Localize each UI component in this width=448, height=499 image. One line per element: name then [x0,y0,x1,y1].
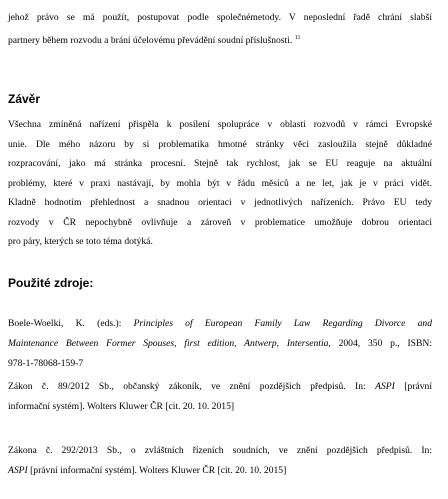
source-details: , 2004, 350 p., ISBN: [328,338,433,349]
sources-heading: Použité zdroje: [8,276,94,290]
intro-line-2 [8,28,432,51]
source-database: ASPI [375,381,395,392]
conclusion-line: pro páry, kterých se toto téma dotýká. [8,236,153,247]
conclusion-line: Kladně hodnotím přehlednost a snadnou orientaci v jednotlivých nařízeních. Právo EU tedy [8,197,432,208]
intro-line-1: jehož právo se má použít, postupovat podle společnémetody. V neposlední řadě chrání slabší [8,12,432,23]
conclusion-heading: Závěr [8,92,41,106]
source-line [8,334,432,354]
conclusion-paragraph [8,115,432,252]
source-text-tail: [právní [394,381,432,392]
conclusion-line: rozvody v ČR nepochybně ovlivňuje a zároveň v problematice umožňuje dobrou orientaci [8,216,432,228]
source-author: Boele-Woelki, K. (eds.): [8,318,134,329]
conclusion-line: Všechna zmíněná nařízení přispěla k posílení spolupráce v oblasti rozvodů v rámci Evropské [8,119,432,130]
source-item-3 [8,441,432,481]
source-line [8,314,432,334]
source-database: ASPI [8,465,28,476]
source-item-2 [8,377,432,417]
intro-paragraph [8,8,432,51]
source-isbn: 978-1-78068-159-7 [8,358,84,369]
source-line: informační systém]. Wolters Kluwer ČR [cit. 20. 10. 2015] [8,401,235,412]
source-text: Zákon č. 89/2012 Sb., občanský zákoník, ve znění pozdějších předpisů. In: [8,381,376,392]
source-title: Principles of European Family Law Regarding Divorce and [133,318,432,329]
source-text: [právní informační systém]. Wolters Kluwer ČR [cit. 20. 10. 2015] [27,465,287,476]
source-line [8,461,432,481]
source-line [8,377,432,397]
source-line: Zákona č. 292/2013 Sb., o zvláštních řízeních soudních, ve znění pozdějších předpisů. In: [8,445,432,456]
conclusion-line: rozpracování, jako má stránka procesní. Stejně tak rychlost, jak se EU reaguje na aktuální [8,158,432,169]
footnote-reference[interactable]: 11 [294,35,301,41]
source-item-1 [8,314,432,374]
conclusion-line: unie. Dle mého názoru by si problematika hmotné stránky věci zasloužila stejně důkladné [8,138,432,150]
conclusion-line: problémy, které v praxi nastávají, by mohla být v řádu měsíců a ne let, jak je v práci vidět. [8,177,432,189]
intro-line-2-text: partnery během rozvodu a brání účelovému převádění soudní příslušnosti. [8,35,293,46]
source-title-cont: Maintenance Between Former Spouses, first edition, Antwerp, Intersentia [8,338,329,349]
